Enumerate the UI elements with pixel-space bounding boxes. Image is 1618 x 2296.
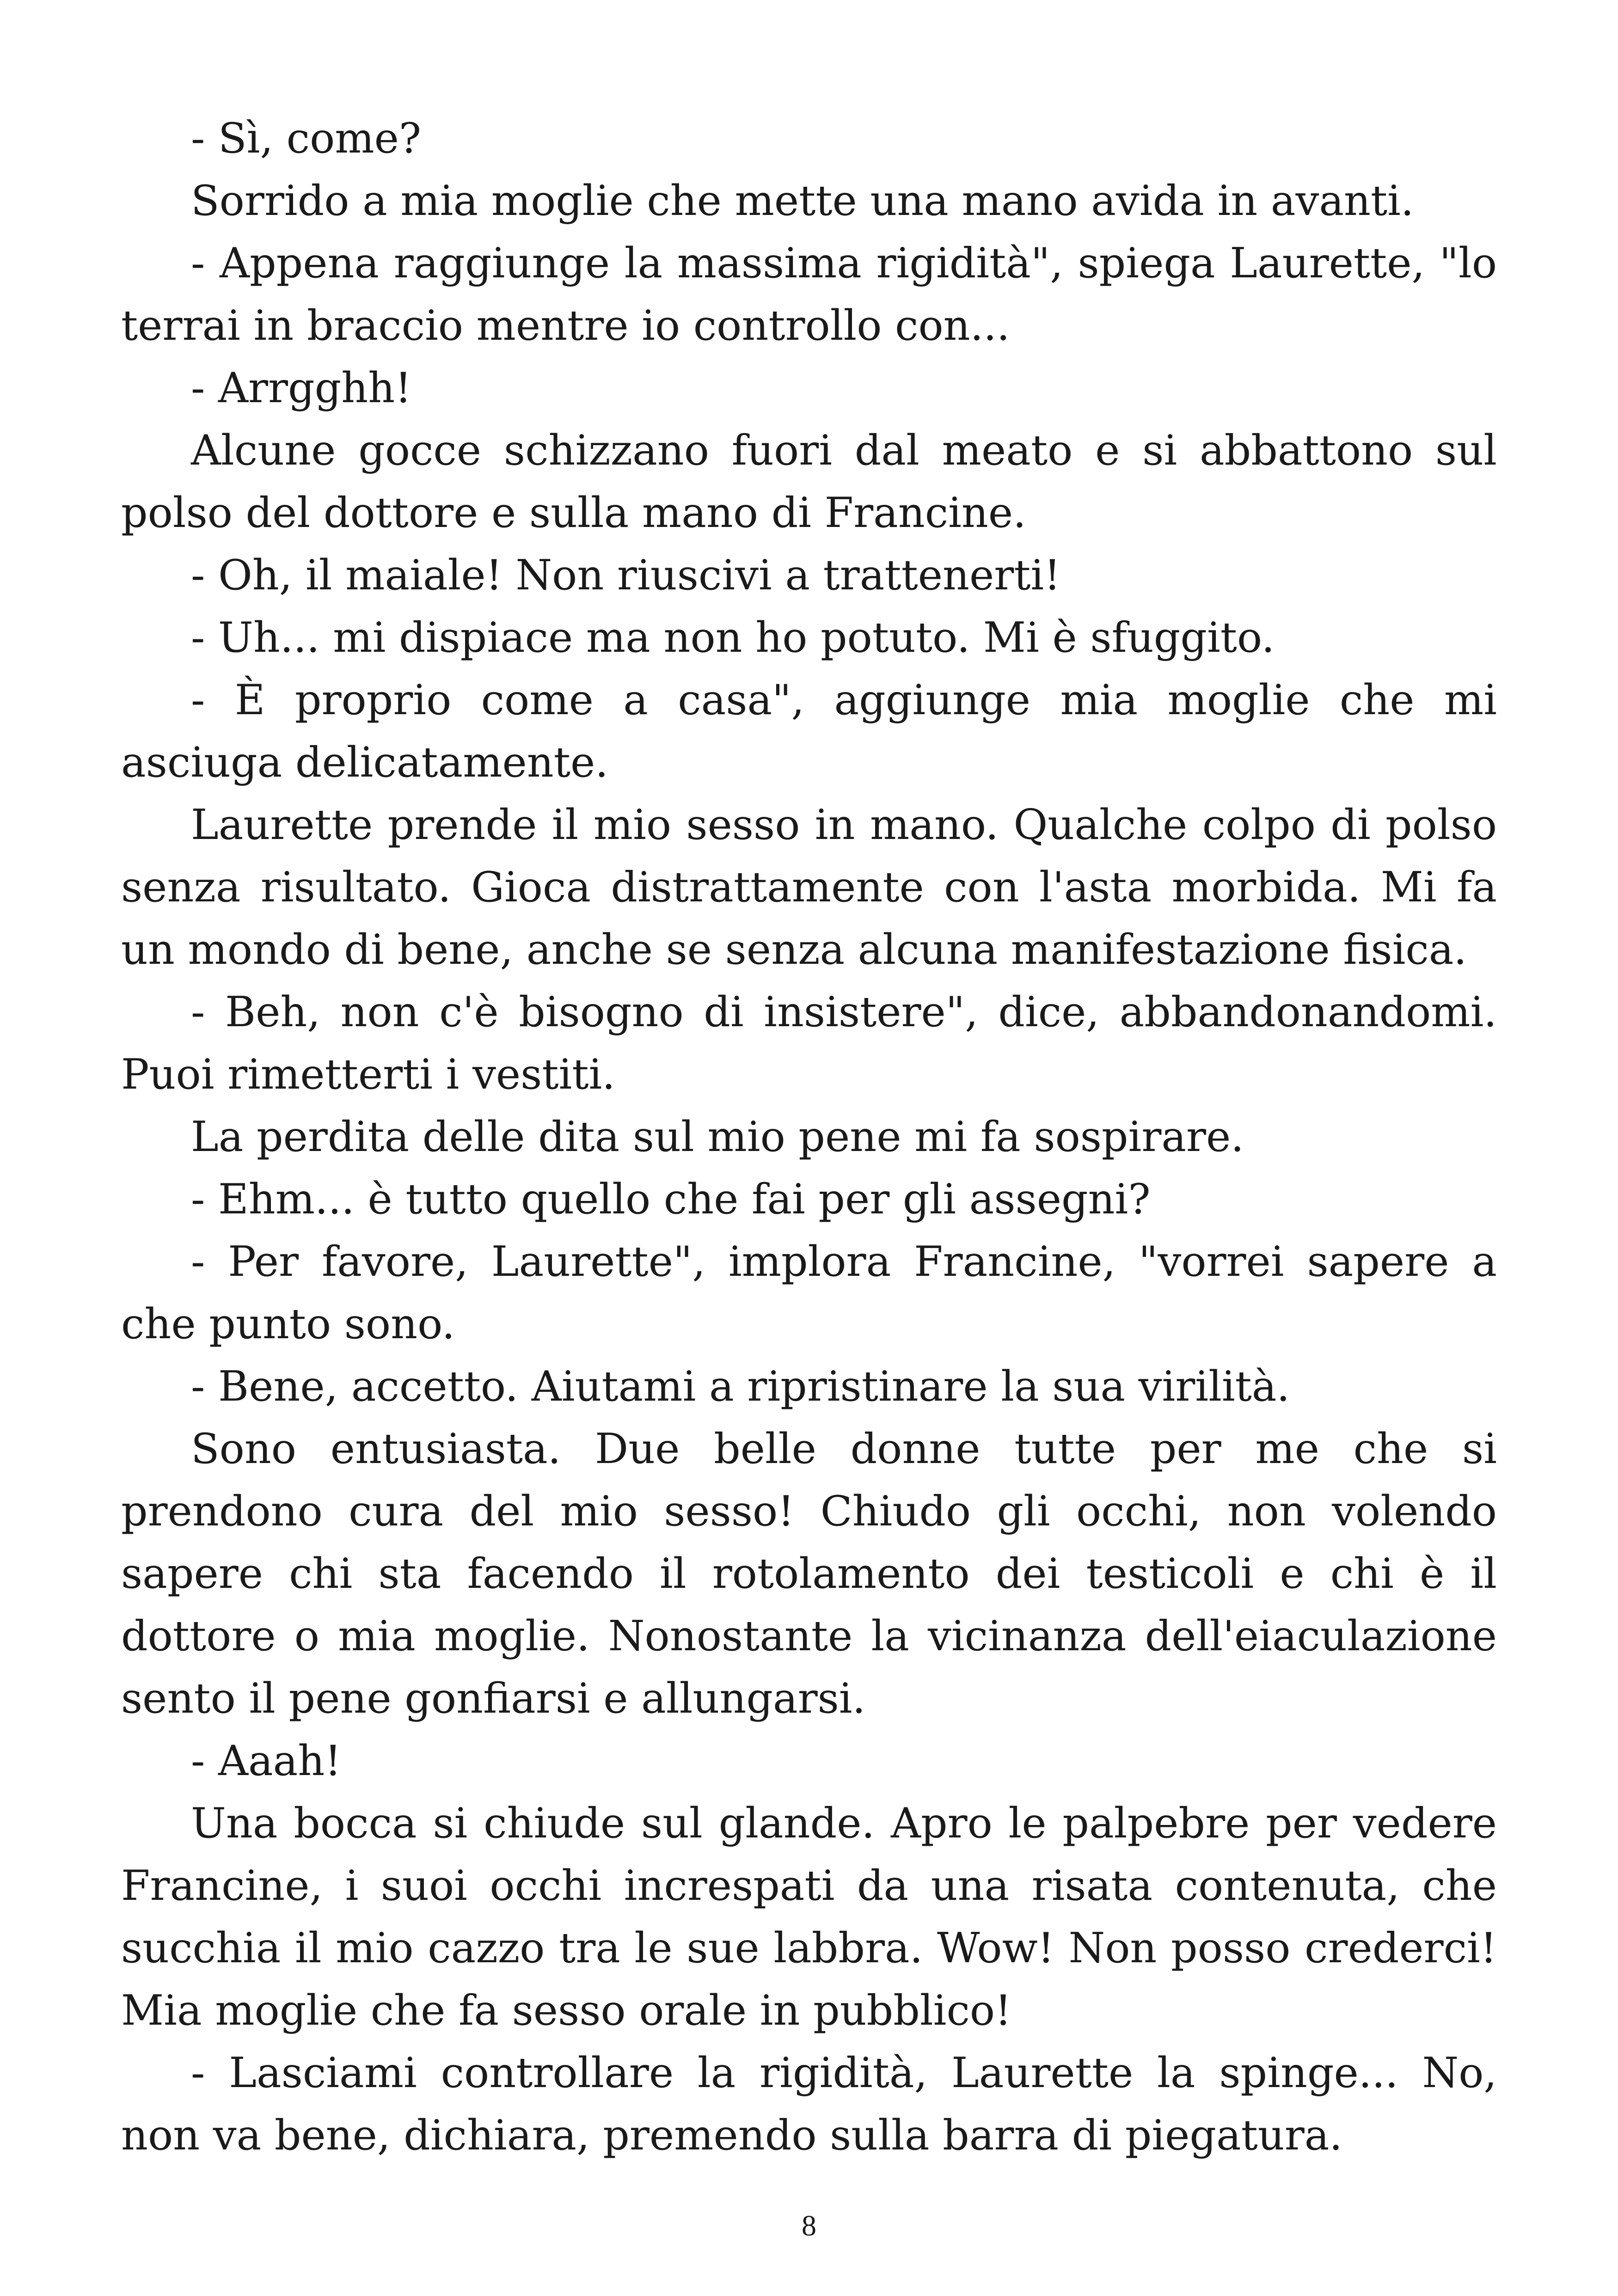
paragraph: - Oh, il maiale! Non riuscivi a trattenerti! <box>191 551 1061 600</box>
paragraph: Alcune gocce schizzano fuori dal meato e si abbattono sul polso del dottore e sulla mano di Francine. <box>121 426 1497 537</box>
paragraph: Laurette prende il mio sesso in mano. Qualche colpo di polso senza risultato. Gioca distrattamente con l'asta morbida. Mi fa un mondo di bene, anche se senza alcuna manifestazione fisica. <box>121 801 1497 974</box>
paragraph: Sono entusiasta. Due belle donne tutte per me che si prendono cura del mio sesso! Chiudo gli occhi, non volendo sapere chi sta facendo il rotolamento dei testicoli e chi è il dottore o mia moglie. Nonostante la vicinanza dell'eiaculazione sento il pene gonfiarsi e allungarsi. <box>121 1425 1497 1723</box>
body-text <box>121 107 1497 2167</box>
paragraph: - Sì, come? <box>191 114 422 163</box>
paragraph: - È proprio come a casa", aggiunge mia moglie che mi asciuga delicatamente. <box>121 676 1497 787</box>
paragraph: - Bene, accetto. Aiutami a ripristinare la sua virilità. <box>191 1362 1290 1411</box>
paragraph: La perdita delle dita sul mio pene mi fa sospirare. <box>191 1113 1244 1161</box>
paragraph: Sorrido a mia moglie che mette una mano avida in avanti. <box>191 177 1414 225</box>
paragraph: - Beh, non c'è bisogno di insistere", dice, abbandonandomi. Puoi rimetterti i vestiti. <box>121 988 1497 1099</box>
paragraph: - Uh... mi dispiace ma non ho potuto. Mi è sfuggito. <box>191 613 1275 662</box>
paragraph: - Arrgghh! <box>191 364 412 412</box>
paragraph: - Ehm... è tutto quello che fai per gli assegni? <box>191 1175 1151 1224</box>
paragraph: - Appena raggiunge la massima rigidità", spiega Laurette, "lo terrai in braccio mentre io controllo con... <box>121 239 1497 350</box>
page-number: 8 <box>802 2209 816 2242</box>
paragraph: - Aaah! <box>191 1737 342 1785</box>
paragraph: Una bocca si chiude sul glande. Apro le palpebre per vedere Francine, i suoi occhi increspati da una risata contenuta, che succhia il mio cazzo tra le sue labbra. Wow! Non posso crederci! Mia moglie che fa sesso orale in pubblico! <box>121 1799 1497 2035</box>
paragraph: - Per favore, Laurette", implora Francine, "vorrei sapere a che punto sono. <box>121 1237 1497 1348</box>
paragraph: - Lasciami controllare la rigidità, Laurette la spinge... No, non va bene, dichiara, premendo sulla barra di piegatura. <box>121 2049 1497 2160</box>
